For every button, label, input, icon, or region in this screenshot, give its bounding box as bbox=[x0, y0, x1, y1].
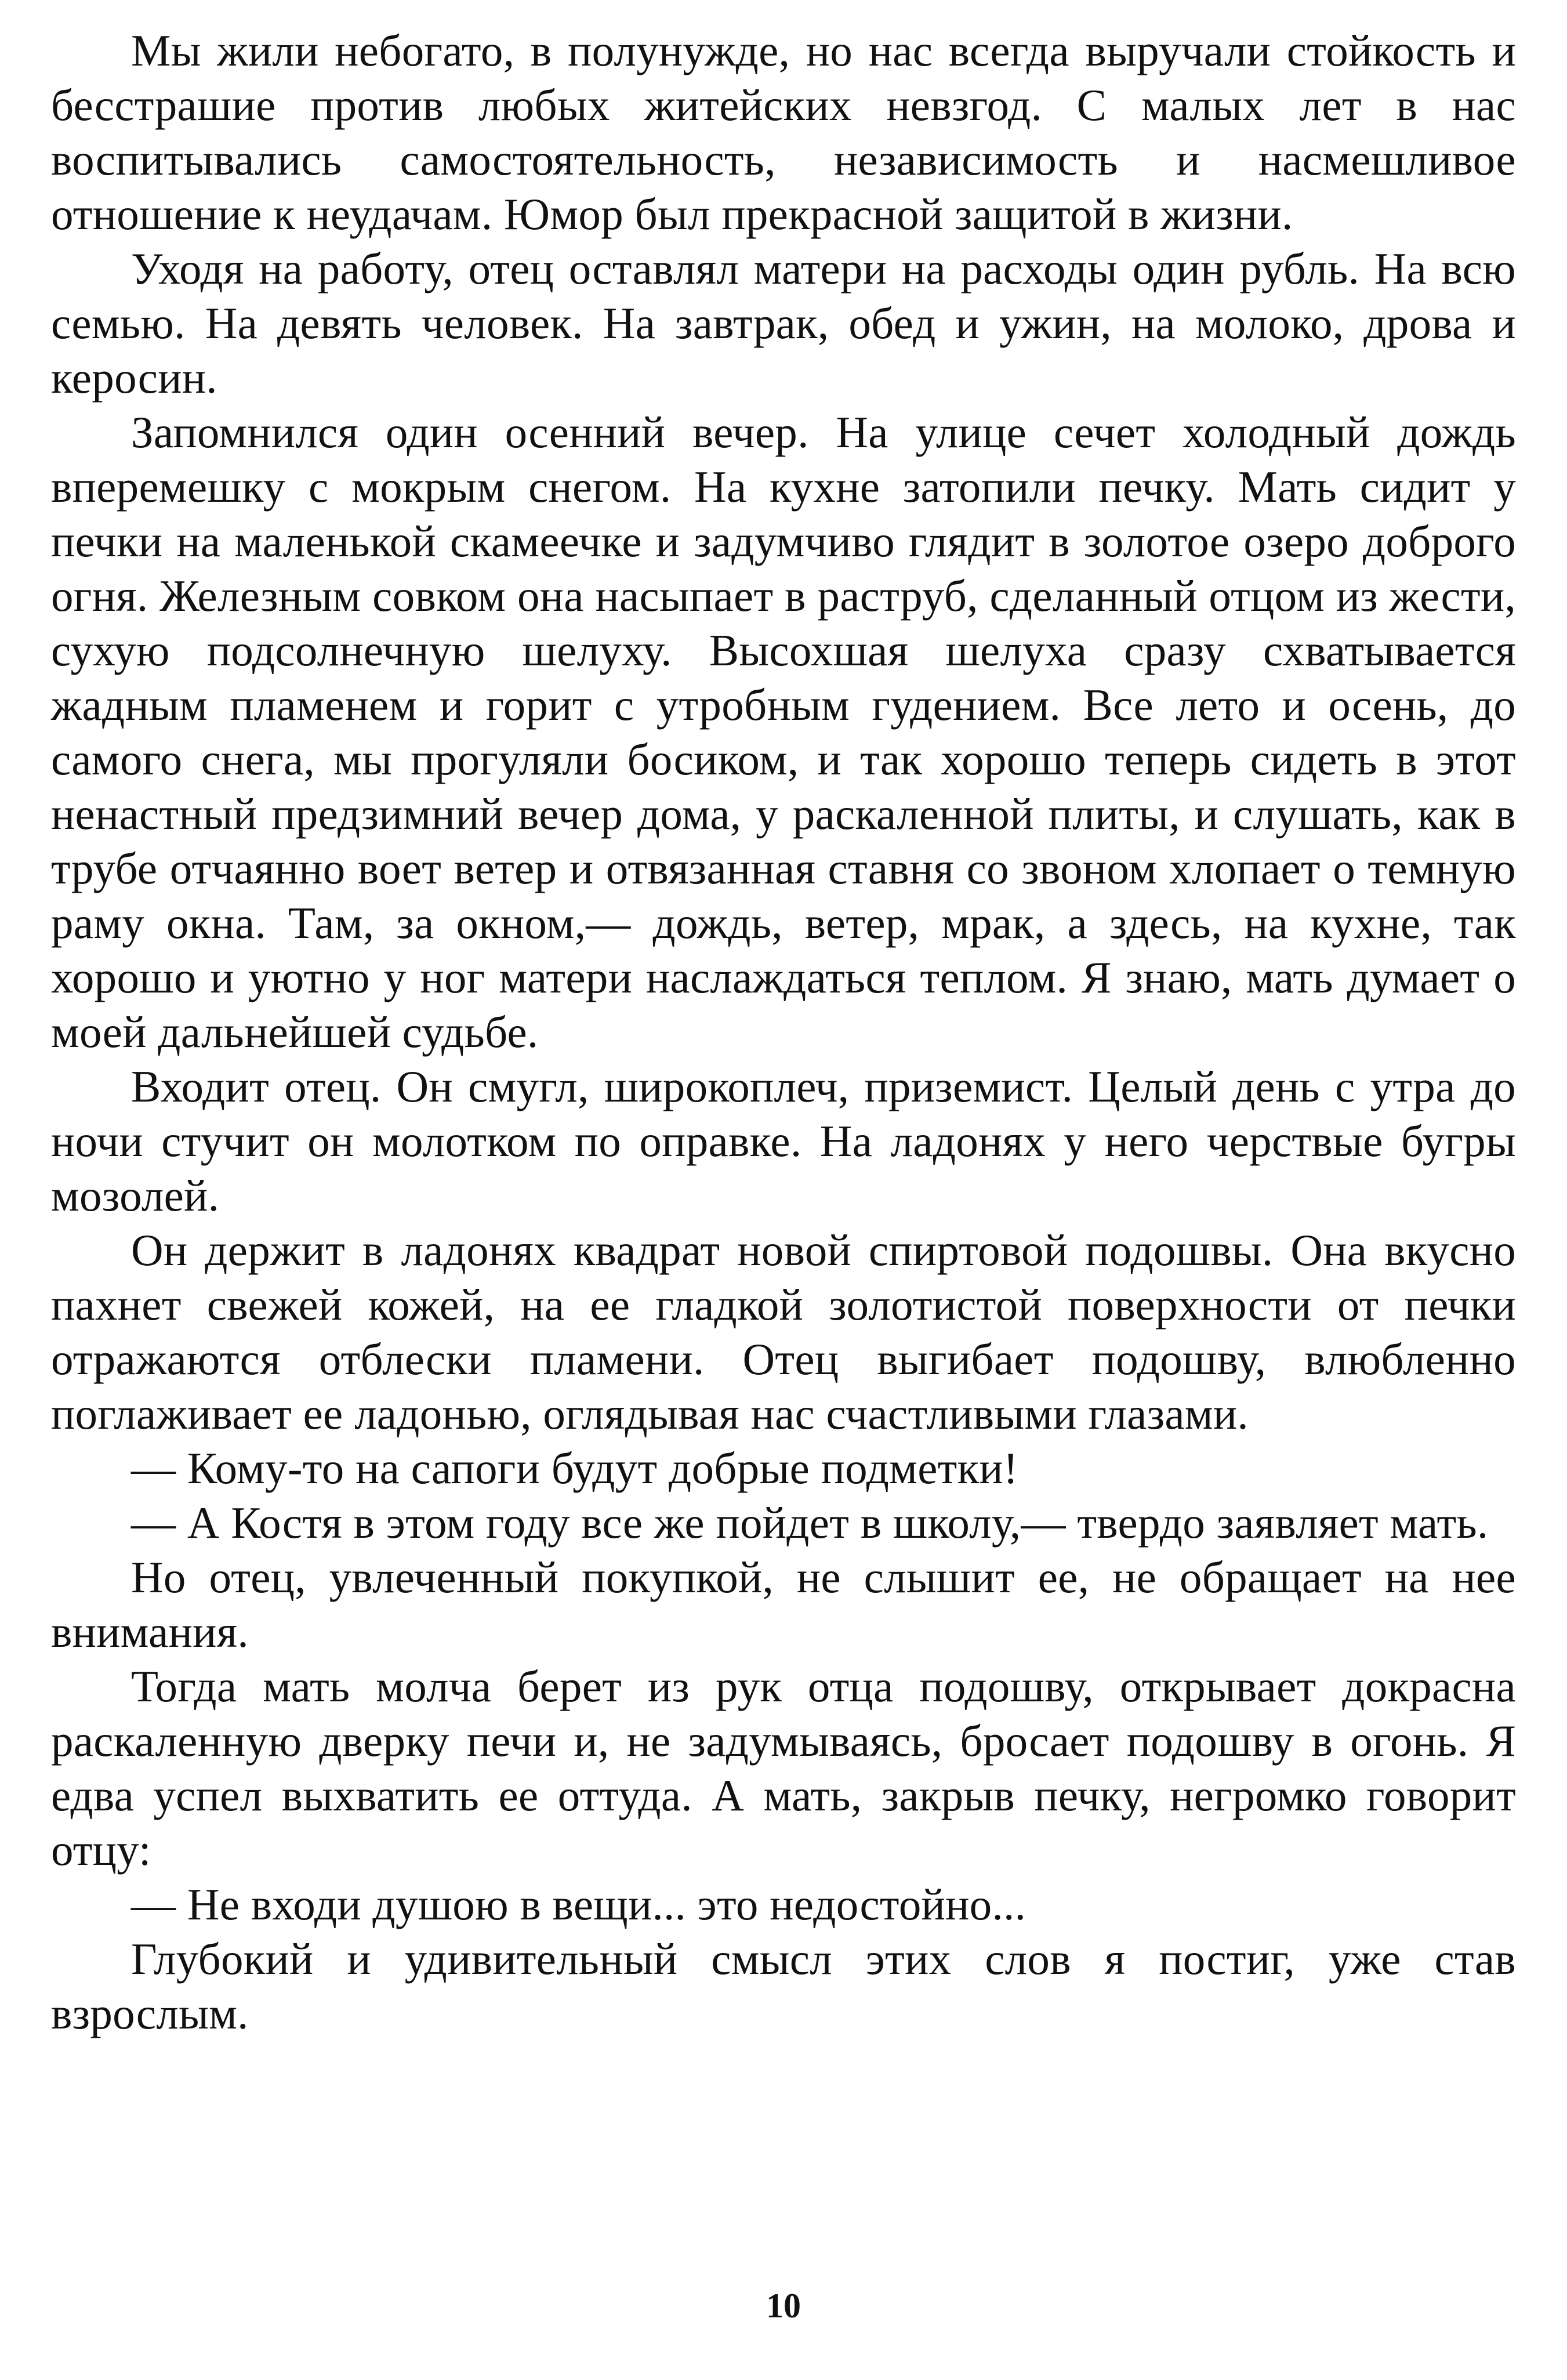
paragraph: Уходя на работу, отец оставлял матери на расходы один рубль. На всю семью. На девять человек. На завтрак, обед и ужин, на молоко, дрова и керосин. bbox=[51, 244, 1516, 403]
dialogue-line: — Кому-то на сапоги будут добрые подметки! bbox=[131, 1443, 1018, 1493]
page-number: 10 bbox=[766, 2287, 801, 2325]
body-text bbox=[51, 23, 1516, 2041]
paragraph: Он держит в ладонях квадрат новой спиртовой подошвы. Она вкусно пахнет свежей кожей, на ее гладкой золотистой поверхности от печки отражаются отблески пламени. Отец выгибает подошву, влюбленно поглаживает ее ладонью, оглядывая нас счастливыми глазами. bbox=[51, 1225, 1516, 1439]
dialogue-line: — А Костя в этом году все же пойдет в школу,— твердо заявляет мать. bbox=[131, 1498, 1489, 1548]
paragraph: Глубокий и удивительный смысл этих слов я постиг, уже став взрослым. bbox=[51, 1934, 1516, 2038]
paragraph: Запомнился один осенний вечер. На улице сечет холодный дождь вперемешку с мокрым снегом. На кухне затопили печку. Мать сидит у печки на маленькой скамеечке и задумчиво глядит в золотое озеро доброго огня. Железным совком она насыпает в раструб, сделанный отцом из жести, сухую подсолнечную шелуху. Высохшая шелуха сразу схватывается жадным пламенем и горит с утробным гудением. Все лето и осень, до самого снега, мы прогуляли босиком, и так хорошо теперь сидеть в этот ненастный предзимний вечер дома, у раскаленной плиты, и слушать, как в трубе отчаянно воет ветер и отвязанная ставня со звоном хлопает о темную раму окна. Там, за окном,— дождь, ветер, мрак, а здесь, на кухне, так хорошо и уютно у ног матери наслаждаться теплом. Я знаю, мать думает о моей дальнейшей судьбе. bbox=[51, 407, 1516, 1057]
dialogue-line: — Не входи душою в вещи... это недостойно... bbox=[131, 1879, 1026, 1929]
paragraph: Тогда мать молча берет из рук отца подошву, открывает докрасна раскаленную дверку печи и, не задумываясь, бросает подошву в огонь. Я едва успел выхватить ее оттуда. А мать, закрыв печку, негромко говорит отцу: bbox=[51, 1661, 1516, 1875]
paragraph: Но отец, увлеченный покупкой, не слышит ее, не обращает на нее внимания. bbox=[51, 1552, 1516, 1657]
paragraph: Входит отец. Он смугл, широкоплеч, приземист. Целый день с утра до ночи стучит он молотком по оправке. На ладонях у него черствые бугры мозолей. bbox=[51, 1062, 1516, 1220]
paragraph: Мы жили небогато, в полунужде, но нас всегда выручали стойкость и бесстрашие против любых житейских невзгод. С малых лет в нас воспитывались самостоятельность, независимость и насмешливое отношение к неудачам. Юмор был прекрасной защитой в жизни. bbox=[51, 26, 1516, 239]
